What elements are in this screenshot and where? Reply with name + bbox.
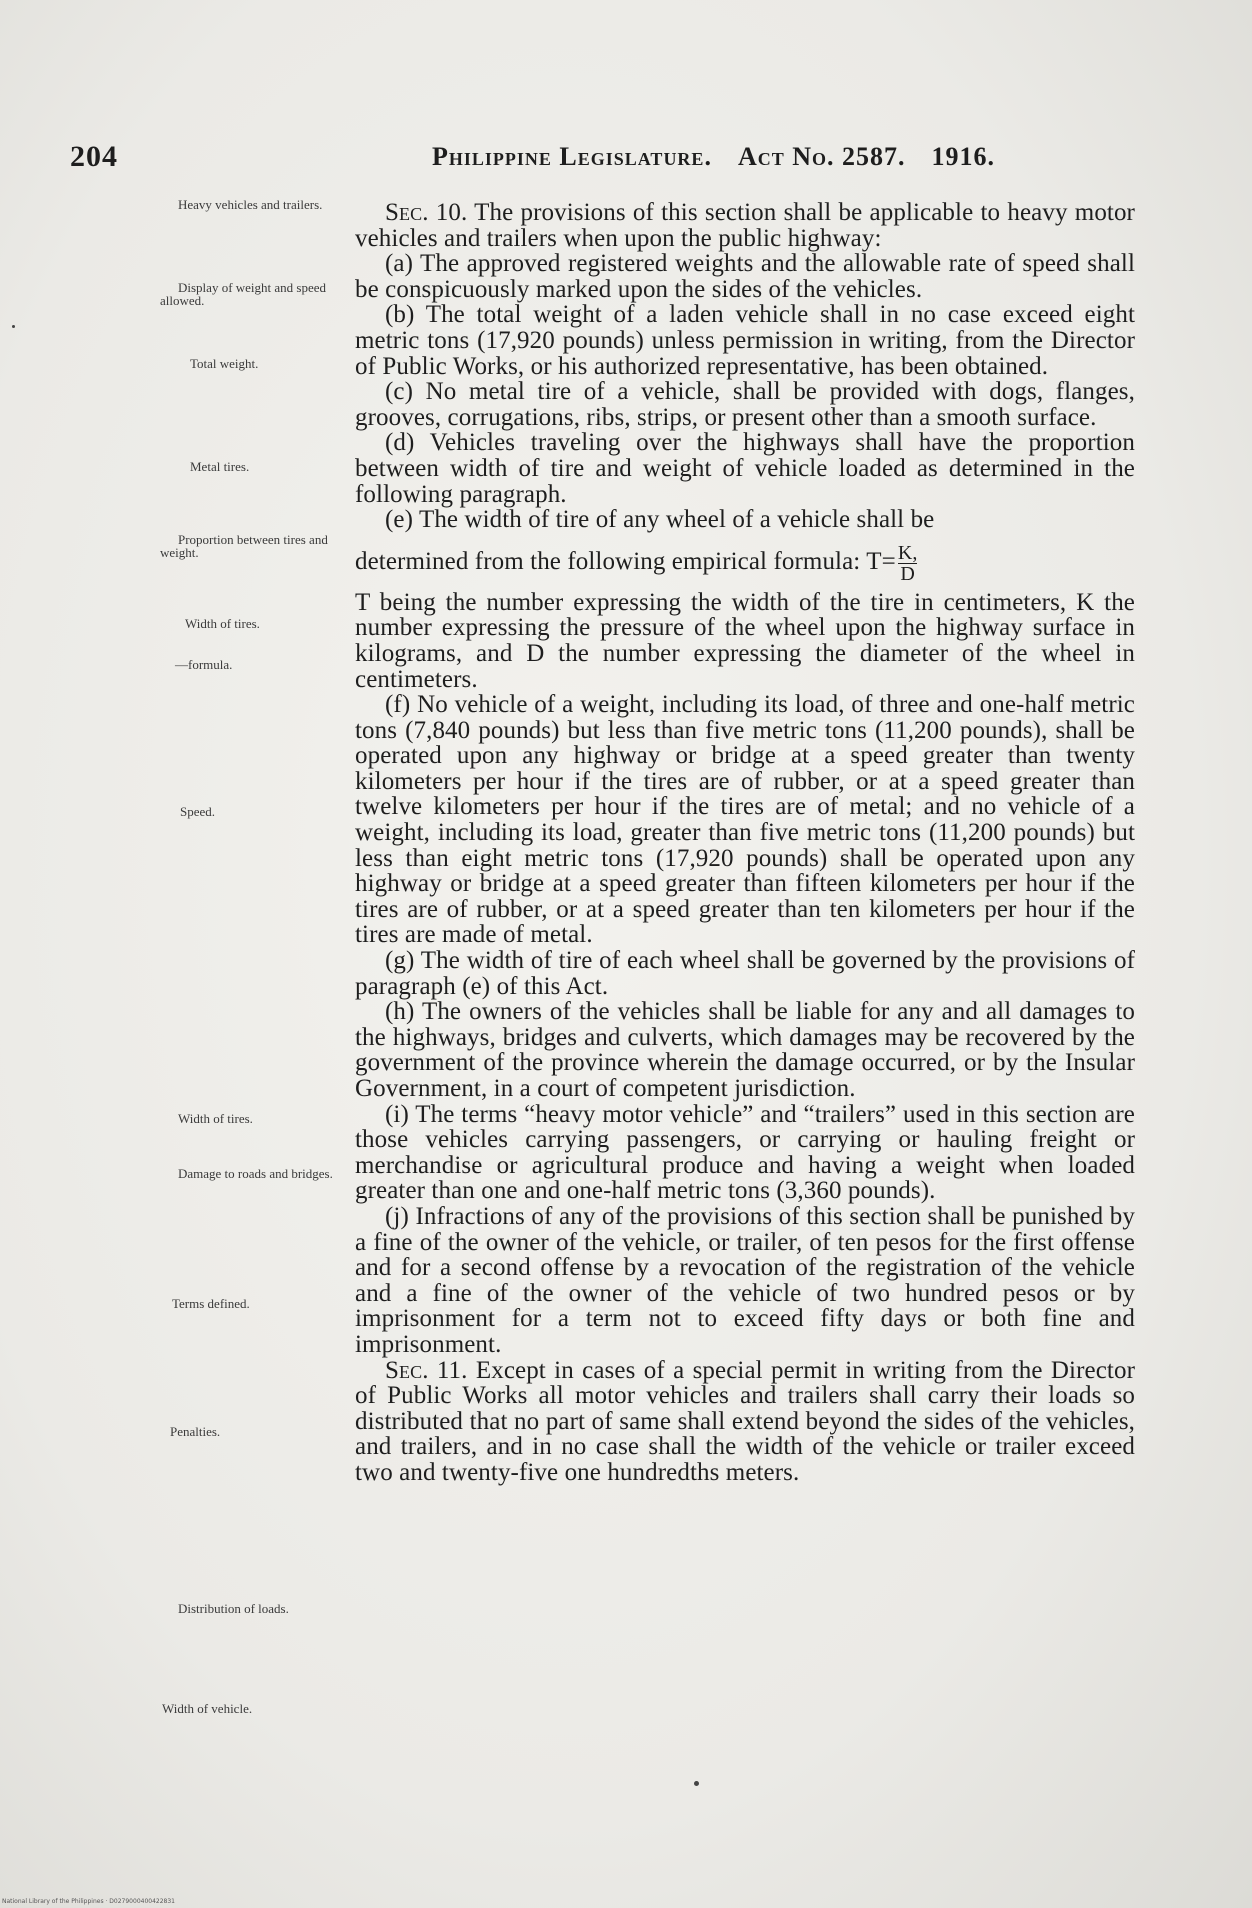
running-head-year: 1916. [931,142,996,171]
section-10 [355,200,1135,251]
margin-note: Total weight. [190,356,259,371]
margin-note: Width of vehicle. [162,1701,253,1716]
body-text [355,200,1135,1486]
paragraph-f: (f) No vehicle of a weight, including its load, of three and one-half metric tons (7,840 pounds) but less than five metric tons (11,200 pounds), shall be operated upon any highway or bridge at a speed greater than twenty kilometers per hour if the tires are of rubber, or at a speed greater than twelve kilometers per hour if the tires are of metal; and no vehicle of a weight, including its load, greater than five metric tons (11,200 pounds) but less than eight metric tons (17,920 pounds) shall be operated upon any highway or bridge at a speed greater than fifteen kilometers per hour if the tires are of rubber, or at a speed greater than ten kilometers per hour if the tires are made of metal. [355,691,1135,949]
speck-mark [694,1781,699,1786]
formula-denominator: D [900,562,915,585]
paragraph-text: Except in cases of a special permit in writing from the Director of Public Works all motor vehicles and trailers shall carry their loads so distributed that no part of same shall extend beyond the sides of the vehicles, and trailers, and in no case shall the width of the vehicle or trailer exceed two and twenty-five one hundredths meters. [355,1356,1135,1486]
margin-note: Width of tires. [185,616,260,631]
running-head-title: Philippine Legislature. [432,142,712,171]
margin-note: Display of weight and speed allowed. [160,280,327,308]
paragraph-e-continued: T being the number expressing the width of the tire in centimeters, K the number expressing the pressure of the wheel upon the highway surface in kilograms, and D the number expressing the diameter of the wheel in centimeters. [355,588,1135,693]
paragraph-h: (h) The owners of the vehicles shall be liable for any and all damages to the highways, bridges and culverts, which damages may be recovered by the government of the province wherein the damage occurred, or by the Insular Government, in a court of competent jurisdiction. [355,998,1135,1102]
margin-note: Proportion between tires and weight. [160,532,328,560]
paragraph-d: (d) Vehicles traveling over the highways shall have the proportion between width of tire and weight of vehicle loaded as determined in the following paragraph. [355,429,1135,508]
margin-note: Heavy vehicles and trailers. [178,197,323,212]
section-11 [355,1358,1135,1486]
formula-line [355,543,1135,584]
paragraph-b: (b) The total weight of a laden vehicle shall in no case exceed eight metric tons (17,920 pounds) unless permission in writing, from the Director of Public Works, or his authorized representative, has been obtained. [355,301,1135,380]
section-label: Sec. 11. [385,1356,468,1384]
margin-note: Speed. [180,804,216,819]
running-head-act: Act No. 2587. [737,142,906,171]
paragraph-e: (e) The width of tire of any wheel of a vehicle shall be [385,506,935,534]
paragraph-c: (c) No metal tire of a vehicle, shall be provided with dogs, flanges, grooves, corrugations, ribs, strips, or present other than a smooth surface. [355,378,1135,431]
margin-note: Damage to roads and bridges. [178,1166,333,1181]
paragraph-text: The provisions of this section shall be applicable to heavy motor vehicles and trailers when upon the public highway: [355,199,1135,252]
formula-text: determined from the following empirical formula: T= [355,547,896,575]
margin-note: Penalties. [170,1424,221,1439]
paragraph-g: (g) The width of tire of each wheel shall be governed by the provisions of paragraph (e) of this Act. [355,947,1135,1000]
section-label: Sec. 10. [385,199,468,226]
margin-note: Terms defined. [172,1296,250,1311]
margin-note: Metal tires. [190,459,250,474]
margin-note: Width of tires. [178,1111,253,1126]
formula-fraction [898,543,918,584]
paragraph-a: (a) The approved registered weights and the allowable rate of speed shall be conspicuously marked upon the sides of the vehicles. [355,250,1135,303]
footer-stamp: National Library of the Philippines · D0279000400422831 [2,1898,175,1905]
speck-mark [12,325,15,328]
margin-note: —formula. [175,657,233,672]
paragraph-j: (j) Infractions of any of the provisions of this section shall be punished by a fine of the owner of the vehicle, or trailer, of ten pesos for the first offense and for a second offense by a revocation of the registration of the vehicle and a fine of the owner of the vehicle of two hundred pesos or by imprisonment for a term not to exceed fifty days or both fine and imprisonment. [355,1202,1135,1358]
formula-numerator: K, [897,541,918,564]
page-number: 204 [70,140,118,173]
running-head [432,142,995,172]
margin-note: Distribution of loads. [178,1601,289,1616]
paragraph-i: (i) The terms “heavy motor vehicle” and “trailers” used in this section are those vehicles carrying passengers, or carrying or hauling freight or merchandise or agricultural produce and having a weight when loaded greater than one and one-half metric tons (3,360 pounds). [355,1100,1135,1205]
